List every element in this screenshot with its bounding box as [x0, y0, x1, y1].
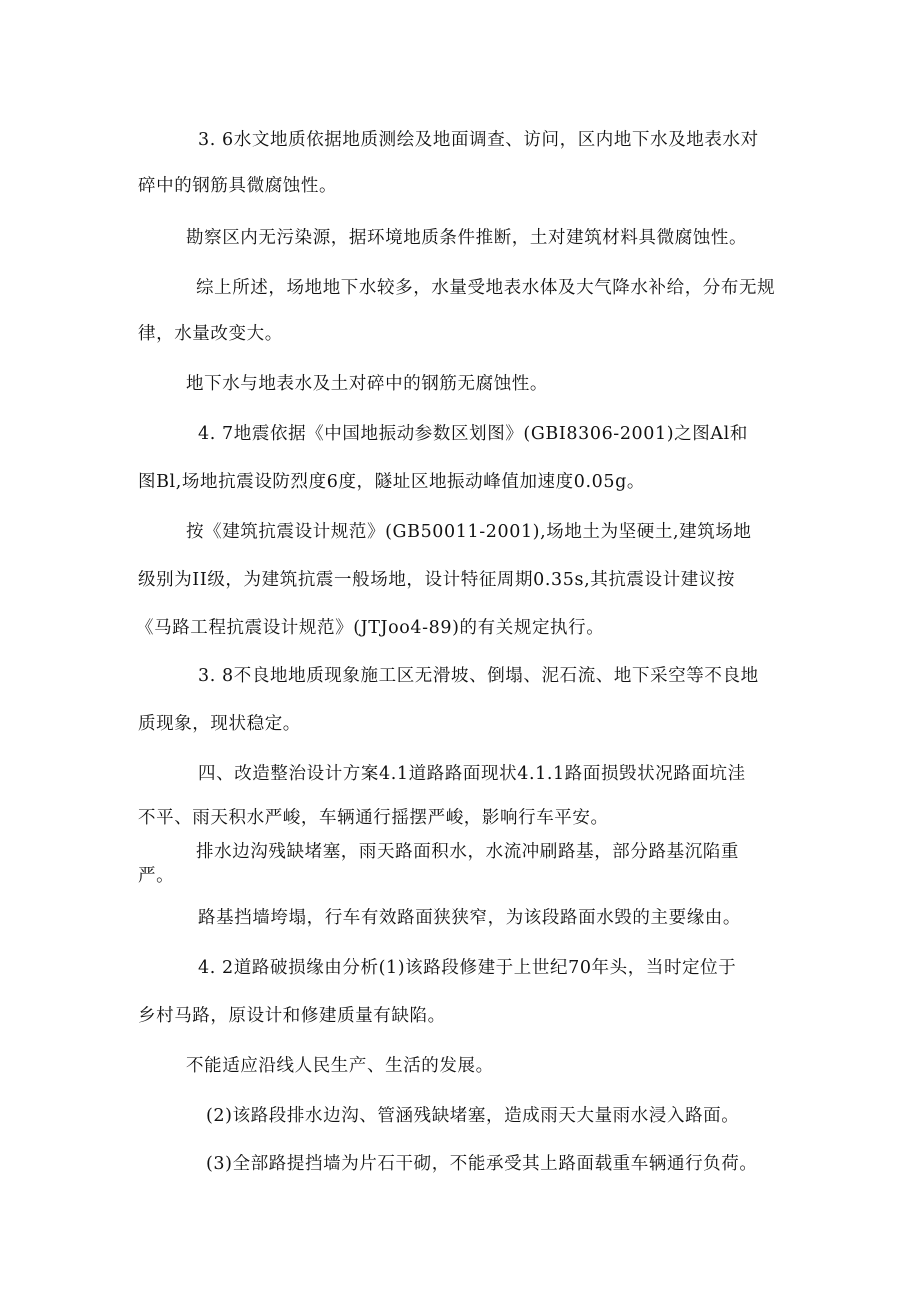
paragraph-line: (2)该路段排水边沟、管涵残缺堵塞，造成雨天大量雨水浸入路面。 [206, 1106, 740, 1126]
paragraph-line: 质现象，现状稳定。 [138, 714, 301, 734]
paragraph-line: 不平、雨天积水严峻，车辆通行摇摆严峻，影响行车平安。 [138, 808, 609, 828]
paragraph-line: 3. 6水文地质依据地质测绘及地面调查、访问，区内地下水及地表水对 [198, 130, 759, 150]
paragraph-line: 按《建筑抗震设计规范》(GB50011-2001),场地土为坚硬土,建筑场地 [186, 522, 752, 542]
paragraph-line: 四、改造整治设计方案4.1道路路面现状4.1.1路面损毁状况路面坑洼 [198, 764, 746, 784]
paragraph-line: 勘察区内无污染源，据环境地质条件推断，土对建筑材料具微腐蚀性。 [186, 228, 748, 248]
paragraph-line: 图Bl,场地抗震设防烈度6度，隧址区地振动峰值加速度0.05g。 [138, 472, 646, 492]
paragraph-line: 4. 2道路破损缘由分析(1)该路段修建于上世纪70年头，当时定位于 [198, 958, 737, 978]
paragraph-line: 乡村马路，原设计和修建质量有缺陷。 [138, 1006, 446, 1026]
paragraph-line: 排水边沟残缺堵塞，雨天路面积水，水流冲刷路基，部分路基沉陷重 [196, 842, 739, 862]
paragraph-line: 碎中的钢筋具微腐蚀性。 [138, 176, 338, 196]
paragraph-line: 地下水与地表水及土对碎中的钢筋无腐蚀性。 [186, 374, 548, 394]
paragraph-line: 4. 7地震依据《中国地振动参数区划图》(GBI8306-2001)之图Al和 [198, 424, 748, 444]
paragraph-line: 律，水量改变大。 [138, 324, 283, 344]
paragraph-line: 严。 [138, 866, 175, 886]
paragraph-line: 《马路工程抗震设计规范》(JTJoo4-89)的有关规定执行。 [136, 618, 605, 638]
paragraph-line: 级别为II级，为建筑抗震一般场地，设计特征周期0.35s,其抗震设计建议按 [138, 570, 736, 590]
paragraph-line: (3)全部路提挡墙为片石干砌，不能承受其上路面载重车辆通行负荷。 [206, 1154, 758, 1174]
paragraph-line: 不能适应沿线人民生产、生活的发展。 [186, 1056, 494, 1076]
paragraph-line: 路基挡墙垮塌，行车有效路面狭狭窄，为该段路面水毁的主要缘由。 [198, 908, 741, 928]
paragraph-line: 综上所述，场地地下水较多，水量受地表水体及大气降水补给，分布无规 [196, 278, 776, 298]
paragraph-line: 3. 8不良地地质现象施工区无滑坡、倒塌、泥石流、地下采空等不良地 [198, 666, 759, 686]
